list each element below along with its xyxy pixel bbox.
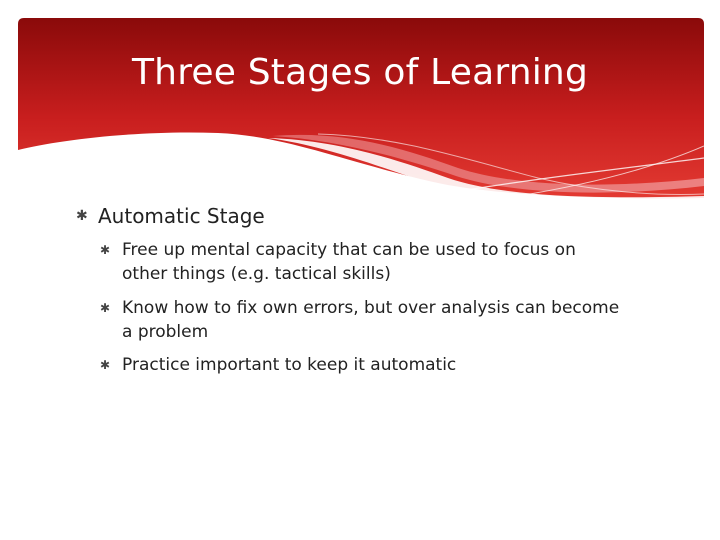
- sub-bullet-text: Free up mental capacity that can be used to focus on other things (e.g. tactical skills): [122, 240, 576, 284]
- asterisk-bullet-icon: ✱: [100, 301, 111, 315]
- slide-title: Three Stages of Learning: [131, 52, 588, 93]
- sub-bullet: [100, 353, 620, 377]
- sub-bullet-text: Know how to fix own errors, but over analysis can become a problem: [122, 298, 620, 342]
- asterisk-bullet-icon: ✱: [76, 208, 88, 224]
- sub-bullet: [100, 238, 620, 286]
- sub-bullet-text: Practice important to keep it automatic: [122, 355, 457, 375]
- bullet-text: Automatic Stage: [98, 204, 265, 228]
- asterisk-bullet-icon: ✱: [100, 358, 111, 372]
- sub-bullet: [100, 296, 620, 344]
- bullet-level1: [76, 203, 265, 229]
- asterisk-bullet-icon: ✱: [100, 243, 111, 257]
